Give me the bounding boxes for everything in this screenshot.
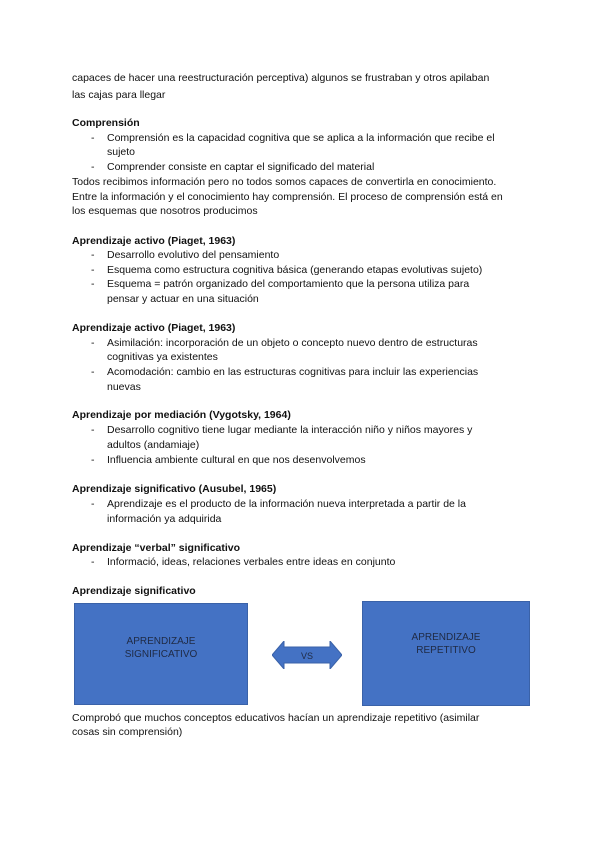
list-item-continuation: pensar y actuar en una situación <box>107 293 259 305</box>
section-heading-activo: Aprendizaje activo (Piaget, 1963) <box>72 322 236 334</box>
section-heading-diagram: Aprendizaje significativo <box>72 585 196 597</box>
list-item: Influencia ambiente cultural en que nos desenvolvemos <box>107 454 366 466</box>
list-item-continuation: adultos (andamiaje) <box>107 439 200 451</box>
bullet-dash: - <box>91 366 95 378</box>
double-arrow-icon <box>272 641 342 669</box>
arrow-label: VS <box>300 651 314 661</box>
list-item: Esquema = patrón organizado del comportamiento que la persona utiliza para <box>107 278 470 290</box>
bullet-dash: - <box>91 556 95 568</box>
box-label: APRENDIZAJE <box>126 636 196 647</box>
bullet-dash: - <box>91 278 95 290</box>
list-item-continuation: nuevas <box>107 381 141 393</box>
bullet-dash: - <box>91 498 95 510</box>
paragraph-line: Todos recibimos información pero no todos somos capaces de convertirla en conocimiento. <box>72 176 497 188</box>
bullet-dash: - <box>91 249 95 261</box>
paragraph-line: Entre la información y el conocimiento hay comprensión. El proceso de comprensión está en <box>72 191 503 203</box>
list-item: Informació, ideas, relaciones verbales entre ideas en conjunto <box>107 556 396 568</box>
section-heading-significativo: Aprendizaje significativo (Ausubel, 1965) <box>72 483 277 495</box>
list-item: Desarrollo cognitivo tiene lugar mediante la interacción niño y niños mayores y <box>107 424 473 436</box>
bullet-dash: - <box>91 264 95 276</box>
bullet-dash: - <box>91 424 95 436</box>
bullet-dash: - <box>91 132 95 144</box>
section-heading-comprension: Comprensión <box>72 117 140 129</box>
list-item: Aprendizaje es el producto de la información nueva interpretada a partir de la <box>107 498 466 510</box>
box-label: APRENDIZAJE <box>411 632 481 643</box>
list-item: Acomodación: cambio en las estructuras cognitivas para incluir las experiencias <box>107 366 479 378</box>
list-item-continuation: cognitivas ya existentes <box>107 351 218 363</box>
intro-line: capaces de hacer una reestructuración perceptiva) algunos se frustraban y otros apilaban <box>72 72 490 84</box>
paragraph-line: los esquemas que nosotros producimos <box>72 205 258 217</box>
list-item: Desarrollo evolutivo del pensamiento <box>107 249 280 261</box>
bullet-dash: - <box>91 454 95 466</box>
bullet-dash: - <box>91 337 95 349</box>
bullet-dash: - <box>91 161 95 173</box>
box-label: REPETITIVO <box>416 645 476 656</box>
intro-line: las cajas para llegar <box>72 89 166 101</box>
closing-line: cosas sin comprensión) <box>72 726 183 738</box>
box-aprendizaje-significativo <box>74 603 248 705</box>
section-heading-activo: Aprendizaje activo (Piaget, 1963) <box>72 235 236 247</box>
list-item-continuation: sujeto <box>107 146 136 158</box>
box-label: SIGNIFICATIVO <box>124 649 198 660</box>
section-heading-mediacion: Aprendizaje por mediación (Vygotsky, 1964) <box>72 409 291 421</box>
list-item: Comprender consiste en captar el significado del material <box>107 161 375 173</box>
list-item-continuation: información ya adquirida <box>107 513 222 525</box>
box-aprendizaje-repetitivo <box>362 601 530 706</box>
list-item: Esquema como estructura cognitiva básica (generando etapas evolutivas sujeto) <box>107 264 483 276</box>
section-heading-verbal: Aprendizaje “verbal” significativo <box>72 542 241 554</box>
list-item: Comprensión es la capacidad cognitiva que se aplica a la información que recibe el <box>107 132 495 144</box>
list-item: Asimilación: incorporación de un objeto o concepto nuevo dentro de estructuras <box>107 337 478 349</box>
closing-line: Comprobó que muchos conceptos educativos hacían un aprendizaje repetitivo (asimilar <box>72 712 480 724</box>
